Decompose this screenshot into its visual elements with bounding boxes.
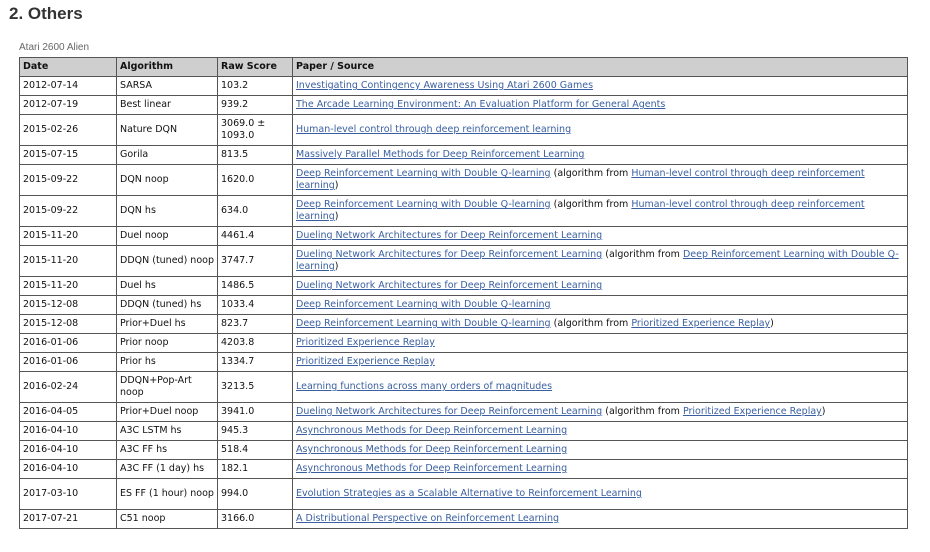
cell-paper-source (293, 196, 908, 227)
table-row (20, 115, 908, 146)
algorithm-source-link[interactable]: Prioritized Experience Replay (631, 318, 771, 329)
column-header-date: Date (20, 58, 117, 77)
cell-paper-source (293, 296, 908, 315)
cell-algorithm: DDQN+Pop-Art noop (117, 372, 218, 403)
cell-algorithm: Duel noop (117, 227, 218, 246)
algorithm-from-suffix: ) (334, 211, 339, 222)
cell-paper-source (293, 315, 908, 334)
cell-raw-score: 3747.7 (218, 246, 293, 277)
cell-algorithm: Prior+Duel noop (117, 403, 218, 422)
cell-raw-score: 3069.0 ± 1093.0 (218, 115, 293, 146)
cell-paper-source (293, 460, 908, 479)
cell-date: 2015-11-20 (20, 277, 117, 296)
cell-paper-source (293, 334, 908, 353)
table-row (20, 372, 908, 403)
paper-link[interactable]: Dueling Network Architectures for Deep Reinforcement Learning (296, 406, 603, 417)
cell-date: 2017-03-10 (20, 479, 117, 510)
cell-paper-source (293, 441, 908, 460)
paper-link[interactable]: Asynchronous Methods for Deep Reinforcement Learning (296, 463, 568, 474)
cell-date: 2016-01-06 (20, 353, 117, 372)
cell-paper-source (293, 403, 908, 422)
cell-date: 2015-12-08 (20, 315, 117, 334)
table-caption: Atari 2600 Alien (19, 42, 90, 53)
cell-date: 2016-04-10 (20, 460, 117, 479)
cell-date: 2015-09-22 (20, 165, 117, 196)
paper-link[interactable]: Asynchronous Methods for Deep Reinforcement Learning (296, 425, 568, 436)
algorithm-from-prefix: (algorithm from (605, 406, 683, 417)
table-row (20, 277, 908, 296)
table-row (20, 296, 908, 315)
cell-paper-source (293, 246, 908, 277)
algorithm-from-suffix: ) (334, 261, 339, 272)
paper-link[interactable]: Deep Reinforcement Learning with Double Q-learning (296, 299, 551, 310)
section-heading: 2. Others (9, 4, 83, 23)
table-row (20, 441, 908, 460)
algorithm-from-prefix: (algorithm from (553, 199, 632, 210)
cell-raw-score: 1334.7 (218, 353, 293, 372)
cell-paper-source (293, 115, 908, 146)
cell-paper-source (293, 77, 908, 96)
cell-paper-source (293, 165, 908, 196)
cell-algorithm: A3C FF hs (117, 441, 218, 460)
table-row (20, 353, 908, 372)
paper-link[interactable]: Human-level control through deep reinforcement learning (296, 124, 572, 135)
cell-algorithm: Prior+Duel hs (117, 315, 218, 334)
paper-link[interactable]: Massively Parallel Methods for Deep Reinforcement Learning (296, 149, 585, 160)
cell-date: 2015-07-15 (20, 146, 117, 165)
table-row (20, 96, 908, 115)
cell-algorithm: Prior noop (117, 334, 218, 353)
paper-link[interactable]: Evolution Strategies as a Scalable Alternative to Reinforcement Learning (296, 488, 642, 499)
paper-link[interactable]: The Arcade Learning Environment: An Evaluation Platform for General Agents (296, 99, 666, 110)
cell-paper-source (293, 510, 908, 529)
paper-link[interactable]: Deep Reinforcement Learning with Double Q-learning (296, 199, 551, 210)
table-row (20, 146, 908, 165)
cell-algorithm: A3C FF (1 day) hs (117, 460, 218, 479)
table-row (20, 334, 908, 353)
cell-algorithm: ES FF (1 hour) noop (117, 479, 218, 510)
algorithm-from-suffix: ) (770, 318, 774, 329)
cell-paper-source (293, 422, 908, 441)
cell-date: 2015-12-08 (20, 296, 117, 315)
table-row (20, 510, 908, 529)
cell-algorithm: DQN hs (117, 196, 218, 227)
cell-date: 2015-11-20 (20, 246, 117, 277)
table-row (20, 165, 908, 196)
cell-raw-score: 823.7 (218, 315, 293, 334)
cell-raw-score: 3941.0 (218, 403, 293, 422)
cell-date: 2016-04-10 (20, 422, 117, 441)
paper-link[interactable]: Deep Reinforcement Learning with Double Q-learning (296, 318, 551, 329)
paper-link[interactable]: Learning functions across many orders of magnitudes (296, 381, 553, 392)
cell-raw-score: 1033.4 (218, 296, 293, 315)
cell-algorithm: Best linear (117, 96, 218, 115)
cell-raw-score: 945.3 (218, 422, 293, 441)
cell-paper-source (293, 96, 908, 115)
table-row (20, 246, 908, 277)
cell-paper-source (293, 227, 908, 246)
table-row (20, 227, 908, 246)
paper-link[interactable]: Asynchronous Methods for Deep Reinforcement Learning (296, 444, 568, 455)
cell-raw-score: 994.0 (218, 479, 293, 510)
cell-raw-score: 3213.5 (218, 372, 293, 403)
cell-algorithm: Gorila (117, 146, 218, 165)
algorithm-from-prefix: (algorithm from (553, 318, 632, 329)
table-row (20, 315, 908, 334)
cell-algorithm: C51 noop (117, 510, 218, 529)
cell-date: 2016-04-05 (20, 403, 117, 422)
paper-link[interactable]: Prioritized Experience Replay (296, 356, 435, 367)
algorithm-source-link[interactable]: Prioritized Experience Replay (682, 406, 822, 417)
cell-date: 2016-04-10 (20, 441, 117, 460)
cell-raw-score: 3166.0 (218, 510, 293, 529)
cell-raw-score: 518.4 (218, 441, 293, 460)
cell-paper-source (293, 146, 908, 165)
cell-algorithm: Duel hs (117, 277, 218, 296)
cell-algorithm: DDQN (tuned) hs (117, 296, 218, 315)
algorithm-source-link[interactable]: Human-level control through deep reinforcement learning (296, 168, 865, 191)
cell-algorithm: DDQN (tuned) noop (117, 246, 218, 277)
algorithm-from-prefix: (algorithm from (605, 249, 683, 260)
table-body (20, 77, 908, 529)
cell-date: 2017-07-21 (20, 510, 117, 529)
cell-raw-score: 1620.0 (218, 165, 293, 196)
cell-date: 2015-02-26 (20, 115, 117, 146)
cell-date: 2016-02-24 (20, 372, 117, 403)
paper-link[interactable]: Dueling Network Architectures for Deep Reinforcement Learning (296, 230, 603, 241)
column-header-algorithm: Algorithm (117, 58, 218, 77)
cell-date: 2015-11-20 (20, 227, 117, 246)
cell-algorithm: Nature DQN (117, 115, 218, 146)
paper-link[interactable]: A Distributional Perspective on Reinforcement Learning (296, 513, 560, 524)
algorithm-from-prefix: (algorithm from (553, 168, 632, 179)
cell-raw-score: 4461.4 (218, 227, 293, 246)
cell-date: 2012-07-14 (20, 77, 117, 96)
algorithm-source-link[interactable]: Deep Reinforcement Learning with Double Q-learning (296, 249, 899, 272)
table-row (20, 196, 908, 227)
paper-link[interactable]: Investigating Contingency Awareness Using Atari 2600 Games (296, 80, 594, 91)
cell-date: 2016-01-06 (20, 334, 117, 353)
cell-raw-score: 634.0 (218, 196, 293, 227)
paper-link[interactable]: Deep Reinforcement Learning with Double Q-learning (296, 168, 551, 179)
algorithm-source-link[interactable]: Human-level control through deep reinforcement learning (296, 199, 865, 222)
column-header-raw-score: Raw Score (218, 58, 293, 77)
table-row (20, 460, 908, 479)
cell-paper-source (293, 277, 908, 296)
algorithm-from-suffix: ) (821, 406, 826, 417)
cell-raw-score: 939.2 (218, 96, 293, 115)
cell-paper-source (293, 353, 908, 372)
cell-paper-source (293, 479, 908, 510)
cell-algorithm: DQN noop (117, 165, 218, 196)
table-row (20, 77, 908, 96)
cell-raw-score: 182.1 (218, 460, 293, 479)
table-header-row (20, 58, 908, 77)
results-table (19, 57, 908, 529)
paper-link[interactable]: Dueling Network Architectures for Deep Reinforcement Learning (296, 249, 603, 260)
cell-date: 2015-09-22 (20, 196, 117, 227)
cell-raw-score: 4203.8 (218, 334, 293, 353)
cell-raw-score: 103.2 (218, 77, 293, 96)
cell-raw-score: 813.5 (218, 146, 293, 165)
cell-raw-score: 1486.5 (218, 277, 293, 296)
cell-paper-source (293, 372, 908, 403)
paper-link[interactable]: Dueling Network Architectures for Deep Reinforcement Learning (296, 280, 603, 291)
cell-algorithm: Prior hs (117, 353, 218, 372)
column-header-paper-source: Paper / Source (293, 58, 908, 77)
algorithm-from-suffix: ) (334, 180, 339, 191)
table-row (20, 479, 908, 510)
cell-algorithm: SARSA (117, 77, 218, 96)
table-row (20, 422, 908, 441)
cell-date: 2012-07-19 (20, 96, 117, 115)
paper-link[interactable]: Prioritized Experience Replay (296, 337, 435, 348)
table-row (20, 403, 908, 422)
cell-algorithm: A3C LSTM hs (117, 422, 218, 441)
